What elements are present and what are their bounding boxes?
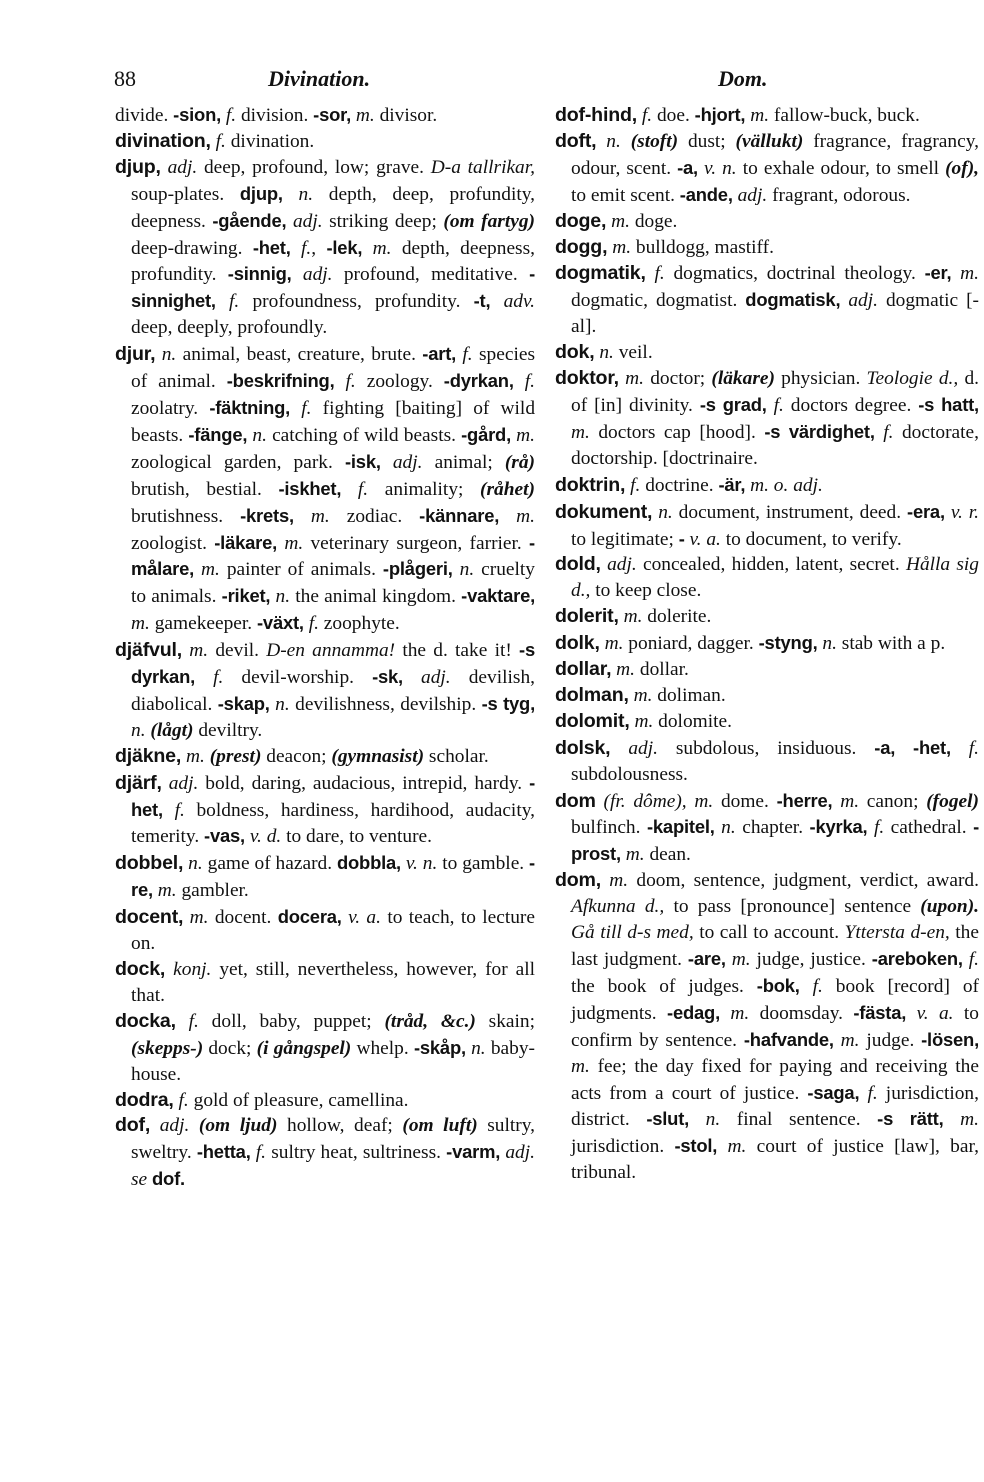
dictionary-entry: dock, konj. yet, still, nevertheless, however, for all that. (115, 958, 535, 1006)
subentry-term: -slut, (646, 1108, 690, 1130)
headword: dollar, (555, 658, 612, 681)
dictionary-entry: doktrin, f. doctrine. -är, m. o. adj. (555, 473, 823, 496)
headword: dokument, (555, 500, 653, 523)
usage-note: (om luft) (402, 1115, 478, 1137)
headword: dolerit, (555, 605, 619, 628)
subentry-term: -kapitel, (646, 816, 715, 838)
subentry-term: -re, (131, 852, 535, 901)
grammar-label: f. (188, 1010, 199, 1032)
headword: dogg, (555, 235, 608, 258)
headword: djäkne, (115, 744, 182, 767)
grammar-label: konj. (173, 959, 212, 980)
headword: divination, (115, 129, 211, 152)
headword: dom, (555, 869, 602, 892)
grammar-label: adj. (628, 737, 658, 759)
subentry-term: -sinnig, (227, 263, 292, 285)
subentry-term: dogmatisk, (745, 289, 841, 311)
dictionary-entry: dom, m. doom, sentence, judgment, verdict, award. Afkunna d., to pass [pronounce] sentence (upon). Gå till d-s med, to call to account. Yttersta d-en, the last judgment. -are, m. judge, justice. -areboken, f. the book of judges. -bok, f. book [record] of judgments. -edag, m. doomsday. -fästa, v. a. to confirm by sentence. -hafvande, m. judge. -lösen, m. fee; the day fixed for paying and receiving the acts from a court of justice. -saga, f. jurisdiction, district. -slut, n. final sentence. -s rätt, m. jurisdiction. -stol, m. court of justice [law], bar, tribunal. (555, 869, 980, 1184)
grammar-label: f. (873, 817, 885, 839)
subentry-term: -växt, (257, 612, 304, 634)
subentry-term: -lösen, (921, 1028, 979, 1050)
grammar-label: f. (524, 371, 535, 393)
headword: dolk, (555, 632, 600, 655)
subentry-term: -saga, (807, 1081, 860, 1103)
subentry-term: -het, (913, 736, 951, 758)
subentry-term: -vaktare, (461, 585, 536, 607)
grammar-label: n. (275, 693, 290, 715)
dictionary-entry: dof, adj. (om ljud) hollow, deaf; (om luft) sultry, sweltry. -hetta, f. sultry heat, sultriness. -varm, adj. se dof. (115, 1114, 536, 1191)
usage-note: (vällukt) (735, 130, 804, 152)
dictionary-entry: divination, f. divination. (115, 129, 315, 152)
subentry-term: - (678, 527, 685, 549)
headword: dold, (555, 553, 601, 576)
headword: dobbel, (115, 852, 184, 875)
grammar-label: f. (301, 237, 312, 259)
subentry-term: -prost, (571, 816, 979, 865)
subentry-term: -stol, (674, 1135, 718, 1157)
subentry-term: -areboken, (871, 948, 963, 969)
dictionary-entry: dolman, m. doliman. (555, 683, 726, 706)
headword: dof, (115, 1114, 151, 1137)
subentry-term: -a, (874, 736, 896, 758)
right-running-head: Dom. (718, 66, 768, 91)
grammar-label: adj. (292, 210, 323, 232)
grammar-label: f. (308, 613, 319, 635)
grammar-label: m. (611, 210, 630, 232)
dictionary-entry: djur, n. animal, beast, creature, brute. -art, f. species of animal. -beskrifning, f. zoology. -dyrkan, f. zoolatry. -fäktning, f. fighting [baiting] of wild beasts. -fänge, n. catching of wild beasts. -gård, m. zoological garden, park. -isk, adj. animal; (rå) brutish, bestial. -iskhet, f. animality; (råhet) brutishness. -krets, m. zodiac. -kännare, m. zoologist. -läkare, m. veterinary surgeon, farrier. -målare, m. painter of animals. -plågeri, n. cruelty to animals. -riket, n. the animal kingdom. -vaktare, m. gamekeeper. -växt, f. zoophyte. (115, 343, 536, 635)
subentry-term: -beskrifning, (226, 370, 335, 392)
subentry-term: -ande, (679, 183, 733, 205)
grammar-label: f. (357, 478, 369, 500)
grammar-label: adj. (737, 184, 768, 206)
grammar-label: m. (571, 1055, 590, 1077)
headword: djäfvul, (115, 639, 182, 662)
grammar-label: m. (604, 633, 624, 655)
grammar-label: n. (599, 342, 614, 364)
subentry-term: -a, (677, 156, 698, 178)
grammar-label: f. (178, 1089, 189, 1111)
grammar-label: n. (822, 633, 837, 655)
grammar-label: m. o. adj. (750, 474, 823, 496)
usage-note: (fogel) (926, 790, 979, 812)
grammar-label: m. (731, 949, 751, 970)
subentry-term: -het, (252, 236, 291, 258)
headword: dock, (115, 958, 166, 980)
grammar-label: f. (968, 737, 980, 759)
subentry-term: -fäktning, (209, 396, 291, 418)
headword: doktor, (555, 367, 619, 390)
grammar-label: m. (625, 368, 645, 390)
headword: dolman, (555, 683, 629, 706)
headword: djärf, (115, 771, 162, 794)
subentry-term: -varm, (446, 1141, 501, 1163)
grammar-label: v. n. (704, 157, 737, 179)
subentry-term: -sion, (173, 104, 222, 125)
grammar-label: D-a tallrikar, (430, 156, 535, 178)
dictionary-entry: doktor, m. doctor; (läkare) physician. Teologie d., d. of [in] divinity. -s grad, f. doctors degree. -s hatt, m. doctors cap [hood]. -s värdighet, f. doctorate, doctorship. [doctrinaire. (555, 367, 980, 469)
grammar-label: n. (705, 1109, 721, 1131)
dictionary-entry: djäkne, m. (prest) deacon; (gymnasist) scholar. (115, 744, 489, 767)
usage-note: (i gångspel) (256, 1037, 352, 1059)
usage-note: (gymnasist) (331, 745, 425, 767)
subentry-term: -styng, (758, 632, 818, 654)
subentry-term: dof. (152, 1168, 185, 1190)
grammar-label: v. a. (348, 907, 381, 929)
usage-note: (rå) (504, 451, 535, 473)
dictionary-entry: dogmatik, f. dogmatics, doctrinal theology. -er, m. dogmatic, dogmatist. dogmatisk, adj. dogmatic [-al]. (555, 262, 979, 338)
grammar-label: f. (968, 949, 980, 970)
right-column (555, 102, 979, 1186)
headword: doge, (555, 209, 607, 232)
dictionary-entry: divide. -sion, f. division. -sor, m. divisor. (115, 104, 438, 126)
grammar-label: f. (641, 105, 653, 126)
subentry-term: -vas, (204, 825, 245, 847)
subentry-term: -plågeri, (382, 558, 453, 580)
grammar-label: adj. (168, 772, 199, 794)
grammar-label: m. (189, 907, 209, 929)
headword: docka, (115, 1009, 176, 1032)
grammar-label: n. (721, 817, 736, 839)
subentry-term: -kyrka, (809, 816, 868, 838)
grammar-label: adj. (421, 667, 451, 689)
subentry-term: -målare, (131, 531, 535, 580)
subentry-term: dobbla, (336, 852, 401, 874)
grammar-label: adj. (607, 554, 637, 576)
grammar-label: f. (630, 474, 641, 496)
subentry-term: -era, (907, 500, 945, 522)
headword: dodra, (115, 1088, 174, 1111)
grammar-label: m. (730, 1002, 750, 1024)
grammar-label: Afkunna d., (571, 896, 665, 918)
subentry-term: -sor, (313, 104, 352, 125)
grammar-label: m. (157, 880, 177, 902)
dictionary-entry: dolerit, m. dolerite. (555, 605, 712, 628)
dictionary-entry: djup, adj. deep, profound, low; grave. D-a tallrikar, soup-plates. djup, n. depth, deep, profundity, deepness. -gående, adj. striking deep; (om fartyg) deep-drawing. -het, f., -lek, m. depth, deepness, profundity. -sinnig, adj. profound, meditative. -sinnighet, f. profoundness, profundity. -t, adv. deep, deeply, profoundly. (115, 155, 536, 339)
subentry-term: -dyrkan, (443, 370, 514, 392)
grammar-label: m. (131, 613, 150, 635)
grammar-label: f. (213, 667, 224, 689)
dictionary-entry: dodra, f. gold of pleasure, camellina. (115, 1088, 409, 1111)
grammar-label: m. (750, 105, 770, 126)
subentry-term: -s rätt, (877, 1108, 944, 1130)
subentry-term: -gående, (212, 209, 287, 231)
grammar-label: adj. (167, 156, 198, 178)
dictionary-entry: doge, m. doge. (555, 209, 678, 232)
grammar-label: (fr. dôme), (603, 790, 687, 812)
subentry-term: -herre, (776, 789, 833, 811)
grammar-label: adj. (848, 290, 878, 312)
subentry-term: -fästa, (853, 1001, 907, 1023)
dictionary-entry: djärf, adj. bold, daring, audacious, intrepid, hardy. -het, f. boldness, hardiness, hardihood, audacity, temerity. -vas, v. d. to dare, to venture. (115, 771, 535, 848)
grammar-label: v. a. (689, 528, 721, 550)
dictionary-entry: dolsk, adj. subdolous, insiduous. -a, -het, f. subdolousness. (555, 736, 980, 785)
grammar-label: Teologie d., (866, 368, 959, 390)
dictionary-entry: dok, n. veil. (555, 341, 653, 364)
grammar-label: m. (201, 559, 220, 581)
grammar-label: m. (840, 1029, 860, 1051)
subentry-term: -gård, (461, 423, 511, 445)
grammar-label: m. (634, 710, 654, 732)
dictionary-entry: dollar, m. dollar. (555, 658, 689, 681)
grammar-label: D-en annamma! (266, 640, 396, 662)
dictionary-entry: dolk, m. poniard, dagger. -styng, n. stab with a p. (555, 632, 946, 655)
headword: dom (555, 789, 596, 812)
dictionary-entry: doft, n. (stoft) dust; (vällukt) fragrance, fragrancy, odour, scent. -a, v. n. to exhale odour, to smell (of), to emit scent. -ande, adj. fragrant, odorous. (555, 129, 979, 206)
usage-note: (om fartyg) (443, 210, 535, 232)
grammar-label: m. (960, 1109, 979, 1131)
subentry-term: -krets, (240, 504, 294, 526)
dictionary-entry: dobbel, n. game of hazard. dobbla, v. n. to gamble. -re, m. gambler. (115, 852, 535, 902)
dictionary-entry: dogg, m. bulldogg, mastiff. (555, 235, 774, 258)
subentry-term: -s grad, (699, 393, 767, 415)
subentry-term: -sinnighet, (131, 263, 535, 312)
grammar-label: adj. (302, 264, 333, 286)
subentry-term: -art, (422, 343, 457, 365)
subentry-term: -bok, (756, 974, 800, 996)
dictionary-entry: dom (fr. dôme), m. dome. -herre, m. canon; (fogel) bulfinch. -kapitel, n. chapter. -kyrka, f. cathedral. -prost, m. dean. (555, 789, 979, 866)
dictionary-entry: docka, f. doll, baby, puppet; (tråd, &c.) skain; (skepps-) dock; (i gångspel) whelp. -skåp, n. baby-house. (115, 1009, 536, 1085)
grammar-label: v. r. (950, 501, 979, 523)
grammar-label: f. (883, 421, 894, 443)
grammar-label: f. (867, 1082, 878, 1104)
headword: doktrin, (555, 473, 626, 496)
subentry-term: -het, (131, 771, 535, 820)
grammar-label: Yttersta d-en, (844, 922, 950, 944)
headword: dof-hind, (555, 104, 637, 126)
grammar-label: f. (255, 1142, 267, 1164)
grammar-label: f. (812, 975, 823, 997)
dictionary-entry: docent, m. docent. docera, v. a. to teach, to lecture on. (115, 906, 535, 955)
grammar-label: f. (215, 130, 226, 152)
grammar-label: adj. se (131, 1142, 535, 1191)
grammar-label: m. (840, 790, 860, 812)
dictionary-entry: dolomit, m. dolomite. (555, 709, 732, 732)
headword: docent, (115, 906, 184, 929)
headword: dogmatik, (555, 262, 646, 285)
usage-note: (skepps-) (131, 1037, 204, 1059)
subentry-term: -skåp, (413, 1036, 466, 1058)
subentry-term: djup, (239, 182, 283, 204)
grammar-label: v. n. (405, 853, 438, 875)
grammar-label: m. (694, 790, 714, 812)
subentry-term: -kännare, (419, 504, 500, 526)
subentry-term: -s hatt, (918, 393, 979, 415)
grammar-label: m. (633, 684, 653, 706)
grammar-label: n. (161, 344, 177, 366)
grammar-label: m. (372, 237, 392, 259)
left-column (115, 102, 535, 1193)
grammar-label: n. (606, 130, 621, 152)
subentry-term: docera, (277, 906, 342, 928)
subentry-term: -skap, (217, 692, 270, 714)
usage-note: (råhet) (480, 478, 535, 500)
grammar-label: f. (462, 344, 473, 366)
subentry-term: -sk, (372, 666, 403, 688)
subentry-term: -iskhet, (278, 477, 342, 499)
subentry-term: -isk, (344, 450, 381, 472)
grammar-label: m. (616, 659, 636, 681)
grammar-label: m. (960, 263, 979, 285)
grammar-label: adj. (392, 451, 423, 473)
dictionary-entry: djäfvul, m. devil. D-en annamma! the d. take it! -s dyrkan, f. devil-worship. -sk, adj. devilish, diabolical. -skap, n. devilishness, devilship. -s tyg, n. (lågt) deviltry. (115, 639, 535, 741)
grammar-label: f. (174, 799, 185, 821)
grammar-label: f. (225, 105, 237, 126)
subentry-term: -riket, (221, 585, 271, 607)
subentry-term: -s tyg, (481, 692, 535, 714)
subentry-term: -läkare, (214, 531, 278, 553)
grammar-label: m. (612, 236, 632, 258)
grammar-label: f. (773, 394, 784, 416)
usage-note: (prest) (209, 745, 262, 767)
subentry-term: -lek, (326, 236, 363, 258)
subentry-term: -t, (473, 290, 491, 312)
usage-note: (upon). (920, 896, 980, 918)
grammar-label: m. (727, 1136, 747, 1158)
grammar-label: m. (625, 844, 645, 866)
usage-note: (lågt) (150, 719, 194, 741)
grammar-label: m. (185, 745, 205, 767)
headword: djur, (115, 343, 156, 366)
usage-note: (stoft) (630, 130, 679, 152)
grammar-label: m. (189, 640, 209, 662)
grammar-label: n. (252, 424, 267, 446)
grammar-label: m. (571, 421, 590, 443)
headword: djup, (115, 155, 161, 178)
grammar-label: n. (658, 501, 673, 523)
headword: dok, (555, 341, 595, 364)
grammar-label: m. (355, 105, 375, 126)
grammar-label: v. a. (916, 1002, 954, 1024)
grammar-label: n. (275, 586, 291, 608)
grammar-label: n. (459, 559, 475, 581)
grammar-label: n. (131, 719, 146, 741)
left-running-head: Divination. (268, 66, 371, 91)
grammar-label: f. (229, 291, 240, 313)
dictionary-entry: dold, adj. concealed, hidden, latent, secret. Hålla sig d., to keep close. (555, 553, 979, 602)
usage-note: (tråd, &c.) (384, 1010, 476, 1032)
grammar-label: v. d. (249, 826, 282, 848)
grammar-label: m. (516, 424, 535, 446)
grammar-label: f. (301, 397, 312, 419)
grammar-label: m. (284, 532, 304, 554)
usage-note: (läkare) (711, 368, 775, 390)
grammar-label: m. (623, 606, 643, 628)
headword: doft, (555, 129, 597, 152)
grammar-label: f. (654, 263, 665, 285)
headword: dolsk, (555, 736, 611, 759)
subentry-term: -fänge, (188, 423, 248, 445)
usage-note: (of), (945, 157, 979, 179)
grammar-label: f. (345, 371, 356, 393)
page-header (0, 66, 984, 96)
subentry-term: -s dyrkan, (131, 639, 535, 688)
grammar-label: n. (471, 1037, 486, 1059)
grammar-label: n. (298, 183, 314, 205)
subentry-term: -hafvande, (743, 1028, 834, 1050)
grammar-label: Gå till d-s med, (571, 922, 694, 944)
dictionary-entry: dokument, n. document, instrument, deed. -era, v. r. to legitimate; - v. a. to document, to verify. (555, 500, 979, 550)
grammar-label: m. (516, 505, 535, 527)
page-number: 88 (114, 66, 136, 91)
subentry-term: -hjort, (694, 104, 746, 125)
subentry-term: -are, (687, 948, 726, 969)
dictionary-entry: dof-hind, f. doe. -hjort, m. fallow-buck, buck. (555, 104, 920, 126)
grammar-label: m. (310, 505, 330, 527)
grammar-label: adv. (503, 291, 535, 313)
grammar-label: m. (609, 870, 629, 892)
subentry-term: -edag, (667, 1001, 721, 1023)
grammar-label: Hålla sig d., (571, 554, 979, 602)
subentry-term: -är, (718, 473, 746, 495)
grammar-label: n. (188, 853, 203, 875)
subentry-term: -hetta, (196, 1141, 251, 1163)
usage-note: (om ljud) (198, 1115, 278, 1137)
subentry-term: -er, (924, 262, 952, 284)
grammar-label: adj. (159, 1115, 190, 1137)
subentry-term: -s värdighet, (764, 420, 875, 442)
headword: dolomit, (555, 709, 630, 732)
